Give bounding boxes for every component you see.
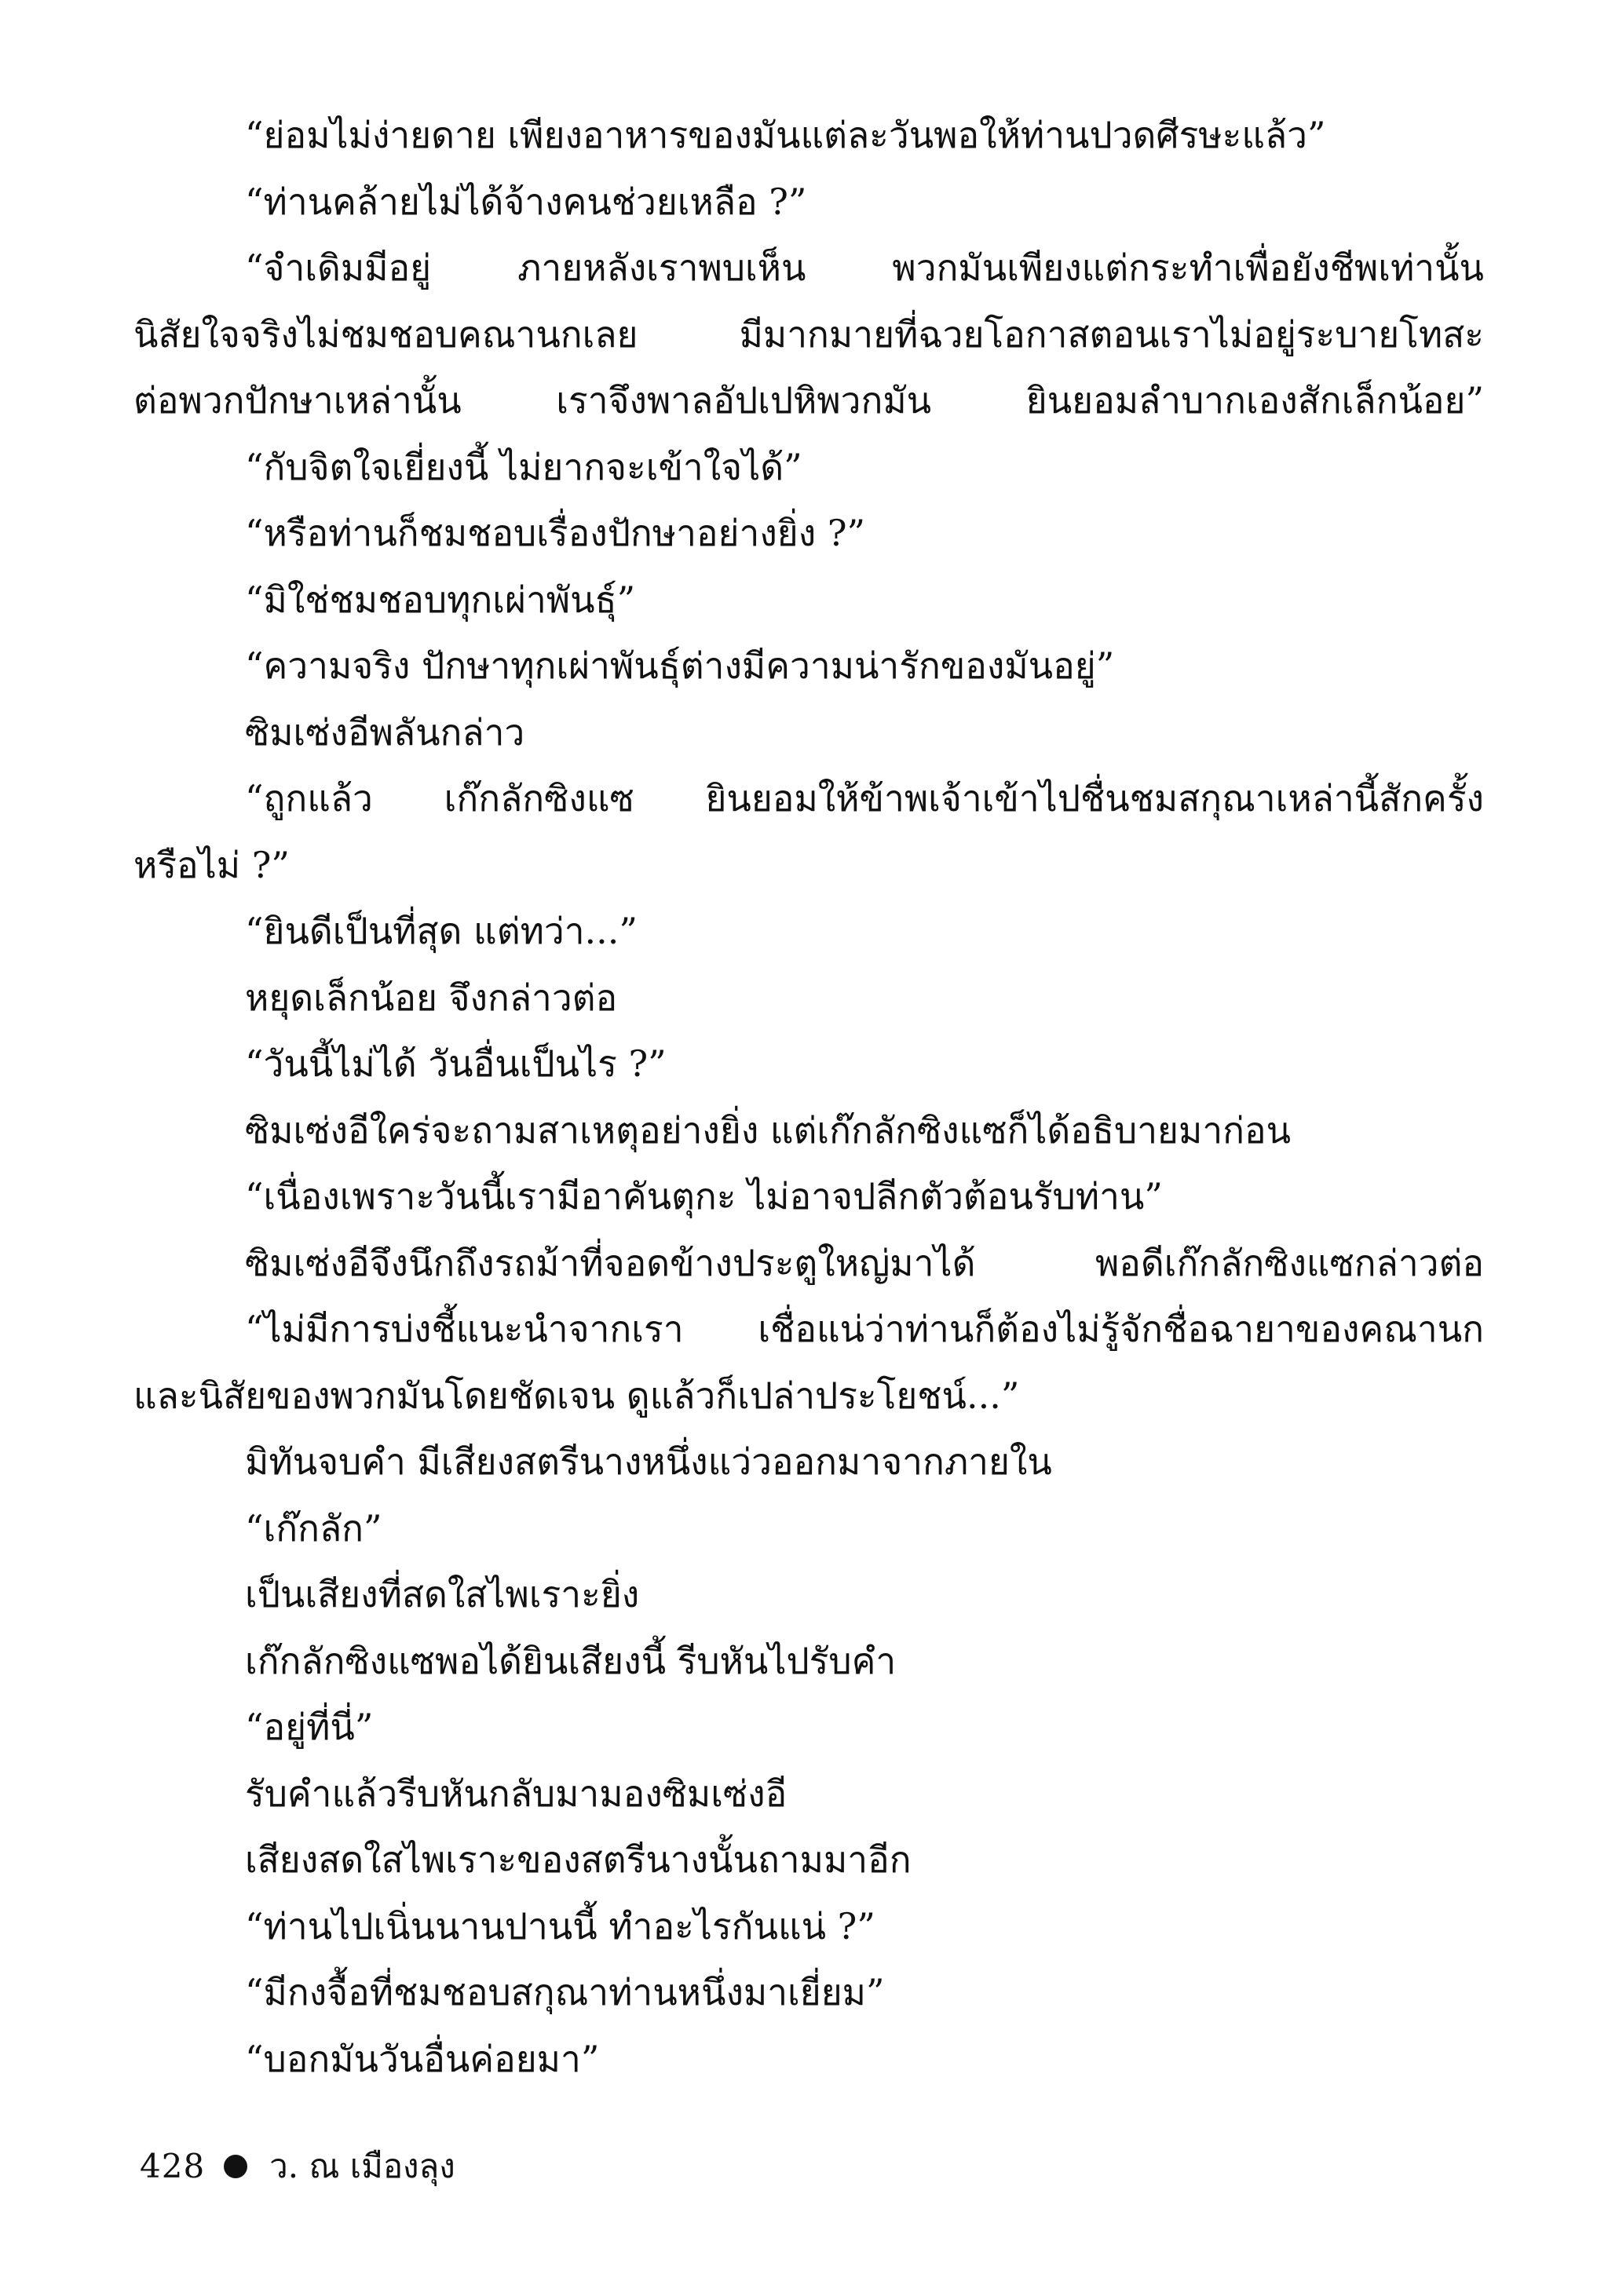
text-line-16: ซิมเซ่งอีใคร่จะถามสาเหตุอย่างยิ่ง แต่เก๊กลักซิงแซก็ได้อธิบายมาก่อน [245, 1108, 1292, 1152]
text-line-13: “ยินดีเป็นที่สุด แต่ทว่า...” [245, 910, 638, 952]
author-name: ว. ณ เมืองลุง [269, 2147, 455, 2185]
text-line-6: “กับจิตใจเยี่ยงนี้ ไม่ยากจะเข้าใจได้” [245, 445, 802, 488]
text-line-30: “บอกมันวันอื่นค่อยมา” [245, 2037, 600, 2080]
bullet-dot-icon [224, 2155, 247, 2178]
text-line-14: หยุดเล็กน้อย จึงกล่าวต่อ [245, 976, 618, 1019]
text-line-22: “เก๊กลัก” [245, 1506, 382, 1550]
text-line-20: และนิสัยของพวกมันโดยชัดเจน ดูแล้วก็เปล่าประโยชน์...” [133, 1374, 1020, 1417]
text-line-12: หรือไม่ ?” [133, 843, 290, 886]
text-line-10: ซิมเซ่งอีพลันกล่าว [245, 710, 525, 754]
text-line-19: “ไม่มีการบ่งชี้แนะนำจากเรา เชื่อแน่ว่าท่านก็ต้องไม่รู้จักชื่อฉายาของคณานก [245, 1308, 1484, 1350]
text-line-28: “ท่านไปเนิ่นนานปานนี้ ทำอะไรกันแน่ ?” [245, 1904, 875, 1947]
text-line-25: “อยู่ที่นี่” [245, 1706, 374, 1748]
text-line-9: “ความจริง ปักษาทุกเผ่าพันธุ์ต่างมีความน่ารักของมันอยู่” [245, 644, 1115, 687]
text-line-24: เก๊กลักซิงแซพอได้ยินเสียงนี้ รีบหันไปรับคำ [245, 1639, 897, 1682]
text-line-15: “วันนี้ไม่ได้ วันอื่นเป็นไร ?” [245, 1042, 667, 1085]
text-line-17: “เนื่องเพราะวันนี้เรามีอาคันตุกะ ไม่อาจปลีกตัวต้อนรับท่าน” [245, 1175, 1163, 1217]
text-line-26: รับคำแล้วรีบหันกลับมามองซิมเซ่งอี [245, 1772, 788, 1815]
text-line-18: ซิมเซ่งอีจึงนึกถึงรถม้าที่จอดข้างประตูใหญ่มาได้ พอดีเก๊กลักซิงแซกล่าวต่อ [245, 1241, 1484, 1284]
text-line-8: “มิใช่ชมชอบทุกเผ่าพันธุ์” [245, 578, 636, 621]
text-line-21: มิทันจบคำ มีเสียงสตรีนางหนึ่งแว่วออกมาจากภายใน [245, 1440, 1052, 1483]
text-line-23: เป็นเสียงที่สดใสไพเราะยิ่ง [245, 1573, 640, 1615]
text-line-29: “มีกงจื้อที่ชมชอบสกุณาท่านหนึ่งมาเยี่ยม” [245, 1971, 885, 2013]
text-line-11: “ถูกแล้ว เก๊กลักซิงแซ ยินยอมให้ข้าพเจ้าเข้าไปชื่นชมสกุณาเหล่านี้สักครั้ง [245, 777, 1484, 819]
page-footer [140, 2143, 455, 2190]
book-page-text [133, 102, 1484, 2092]
text-line-3: “จำเดิมมีอยู่ ภายหลังเราพบเห็น พวกมันเพียงแต่กระทำเพื่อยังชีพเท่านั้น [245, 246, 1484, 289]
text-line-5: ต่อพวกปักษาเหล่านั้น เราจึงพาลอัปเปหิพวกมัน ยินยอมลำบากเองสักเล็กน้อย” [133, 379, 1484, 422]
text-line-27: เสียงสดใสไพเราะของสตรีนางนั้นถามมาอีก [245, 1838, 912, 1881]
text-line-1: “ย่อมไม่ง่ายดาย เพียงอาหารของมันแต่ละวันพอให้ท่านปวดศีรษะแล้ว” [245, 114, 1326, 156]
text-line-2: “ท่านคล้ายไม่ได้จ้างคนช่วยเหลือ ?” [245, 180, 807, 223]
text-line-7: “หรือท่านก็ชมชอบเรื่องปักษาอย่างยิ่ง ?” [245, 512, 866, 554]
text-line-4: นิสัยใจจริงไม่ชมชอบคณานกเลย มีมากมายที่ฉวยโอกาสตอนเราไม่อยู่ระบายโทสะ [133, 312, 1484, 356]
page-number: 428 [140, 2147, 206, 2185]
